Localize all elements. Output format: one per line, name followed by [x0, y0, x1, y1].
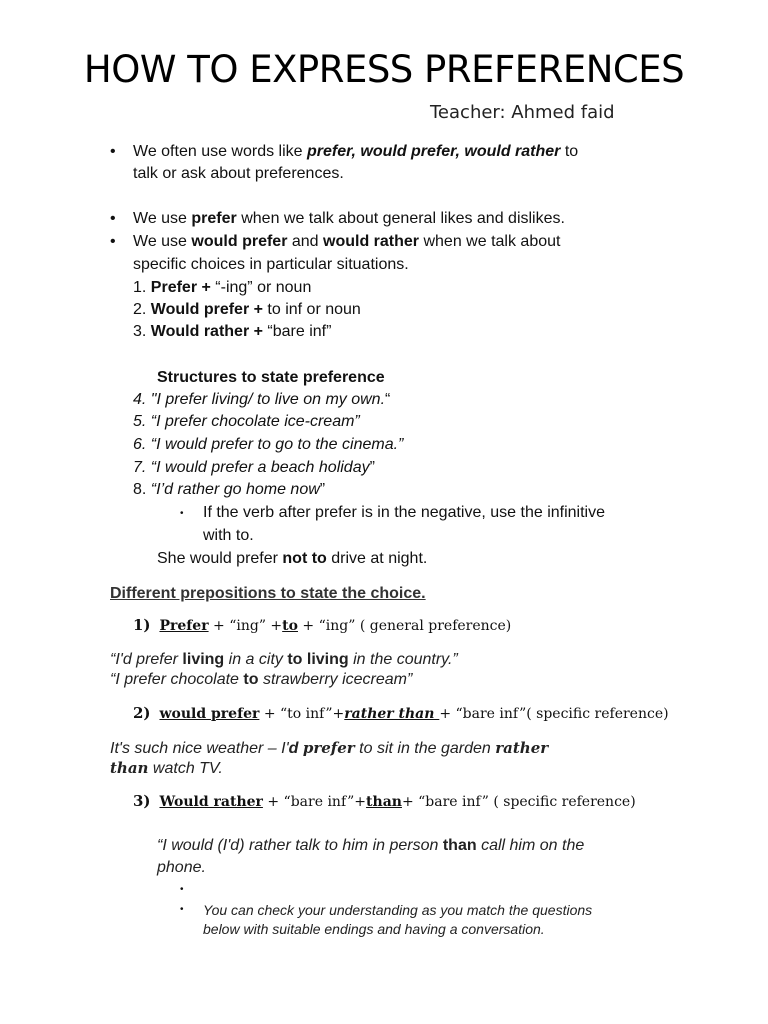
bullet-marker: •	[110, 233, 116, 250]
numbered-item	[133, 299, 361, 321]
bold-run: than	[442, 837, 477, 854]
bold-run: to	[243, 671, 259, 688]
text-run: to sit in the garden	[354, 740, 496, 757]
rule-3-example-line1	[157, 836, 584, 856]
negative-note-line2: with to.	[203, 527, 254, 544]
rule-3-example-line2: phone.	[157, 859, 206, 876]
rule-number: 2)	[133, 704, 151, 722]
text-run: + “bare inf” ( specific reference)	[401, 794, 636, 810]
bullet-text-2	[133, 208, 565, 230]
rule-2-example-line1	[110, 738, 548, 759]
rule-keyword: than	[366, 794, 402, 810]
example-text: “I would prefer a beach holiday	[150, 459, 370, 476]
bold-run: not to	[282, 550, 327, 567]
bullet-marker: •	[110, 210, 116, 227]
example-item	[133, 411, 360, 433]
text-run: “I would (I'd) rather talk to him in person	[157, 837, 443, 854]
bold-run: prefer	[302, 739, 355, 757]
bold-run: rather	[495, 739, 549, 757]
text-run: We often use words like	[133, 143, 308, 160]
example-text: “I’d rather go home now	[150, 481, 320, 498]
item-number: 6.	[133, 436, 147, 453]
item-number: 1.	[133, 279, 147, 296]
rule-2-example-line2	[110, 758, 223, 779]
rule-number: 3)	[133, 792, 151, 810]
text-run: + “bare inf”( specific reference)	[439, 706, 669, 722]
bold-run: than	[110, 759, 149, 777]
text-run: in a city	[224, 651, 288, 668]
text-run: when we talk about general likes and dislikes.	[236, 210, 565, 227]
text-run: “I'd prefer	[110, 651, 183, 668]
text-run: “	[385, 391, 391, 408]
bold-run: living	[182, 651, 225, 668]
item-number: 2.	[133, 301, 147, 318]
bold-run: Would rather +	[150, 323, 263, 340]
closing-line2: below with suitable endings and having a conversation.	[203, 921, 545, 937]
text-run: ”	[319, 481, 326, 498]
rule-keyword: Prefer	[159, 618, 209, 634]
page-title: HOW TO EXPRESS PREFERENCES	[83, 48, 685, 91]
text-run: in the country.”	[348, 651, 458, 668]
bold-run: would rather	[323, 233, 420, 250]
text-run: to inf or noun	[262, 301, 361, 318]
text-run: “bare inf”	[262, 323, 332, 340]
rule-keyword: Would rather	[159, 794, 263, 810]
text-run: + “ing” +	[208, 618, 283, 634]
closing-line1: You can check your understanding as you match the questions	[203, 902, 593, 918]
text-run: “-ing” or noun	[210, 279, 312, 296]
text-run: + “to inf”+	[259, 706, 345, 722]
text-run: “I prefer chocolate	[110, 671, 244, 688]
rule-keyword: would prefer	[159, 706, 260, 722]
rule-keyword: rather than	[344, 706, 440, 722]
numbered-item	[133, 277, 311, 299]
rule-1	[133, 614, 511, 636]
example-text: “I would prefer to go to the cinema.”	[150, 436, 404, 453]
example-item	[133, 479, 325, 501]
item-number: 3.	[133, 323, 147, 340]
rule-number: 1)	[133, 616, 151, 634]
rule-1-example-2	[110, 670, 412, 690]
text-run: We use	[133, 233, 192, 250]
item-number: 4.	[133, 391, 147, 408]
text-run: to	[560, 143, 579, 160]
negative-note-line1: If the verb after prefer is in the negative, use the infinitive	[203, 504, 605, 521]
example-item	[133, 389, 390, 411]
bold-run: Would prefer +	[150, 301, 263, 318]
bullet-marker: •	[180, 884, 184, 895]
text-run: strawberry icecream”	[258, 671, 413, 688]
example-item	[133, 434, 403, 456]
text-run: She would prefer	[157, 550, 283, 567]
text-run: + “ing” ( general preference)	[297, 618, 512, 634]
text-run: ”	[369, 459, 375, 476]
text-run: It's such nice weather – I'	[110, 740, 289, 757]
text-run: We use	[133, 210, 192, 227]
item-number: 7.	[133, 459, 147, 476]
bold-run: to living	[287, 651, 349, 668]
example-item	[133, 457, 375, 479]
structures-heading: Structures to state preference	[157, 369, 385, 386]
bullet-text-3-line2: specific choices in particular situations.	[133, 256, 409, 273]
bullet-marker: •	[180, 904, 184, 915]
rule-keyword: to	[282, 618, 298, 634]
text-run: and	[287, 233, 324, 250]
item-number: 8.	[133, 481, 147, 498]
bullet-marker: •	[110, 143, 116, 160]
rule-2	[133, 702, 669, 724]
rule-3	[133, 790, 636, 812]
prepositions-heading: Different prepositions to state the choice.	[110, 585, 426, 602]
bold-run: would prefer	[191, 233, 288, 250]
text-run: drive at night.	[326, 550, 428, 567]
bullet-text-3	[133, 231, 560, 253]
negative-example	[157, 548, 427, 570]
bullet-text-1-line2: talk or ask about preferences.	[133, 165, 344, 182]
text-run: watch TV.	[148, 760, 223, 777]
bullet-marker: •	[180, 508, 184, 519]
bold-run: prefer	[191, 210, 237, 227]
bullet-text-1	[133, 141, 578, 163]
example-text: "I prefer living/ to live on my own.	[150, 391, 386, 408]
text-run: call him on the	[476, 837, 585, 854]
teacher-name: Teacher: Ahmed faid	[430, 102, 615, 123]
text-run: + “bare inf”+	[262, 794, 367, 810]
numbered-item	[133, 321, 331, 343]
example-text: “I prefer chocolate ice-cream”	[150, 413, 360, 430]
bold-italic-run: prefer, would prefer, would rather	[307, 143, 561, 160]
bold-run: d	[288, 740, 303, 757]
text-run: when we talk about	[419, 233, 561, 250]
rule-1-example-1	[110, 650, 458, 670]
bold-run: Prefer +	[150, 279, 211, 296]
item-number: 5.	[133, 413, 147, 430]
